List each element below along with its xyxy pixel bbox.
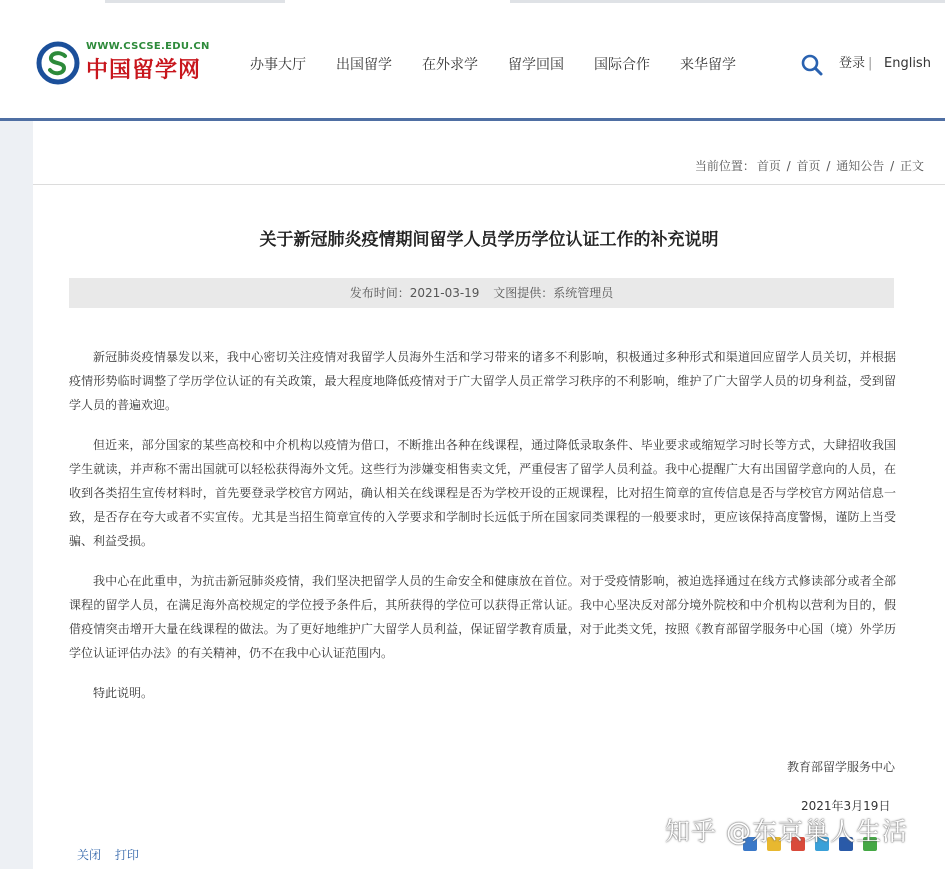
nav-separator: | <box>868 56 873 71</box>
breadcrumb-sep: / <box>786 159 791 173</box>
site-header <box>0 3 945 118</box>
logo-name-text: 中国留学网 <box>86 57 202 83</box>
zhihu-watermark: 知乎 @东京巢人生活 <box>665 817 908 846</box>
nav-item-return-home[interactable]: 留学回国 <box>508 57 564 73</box>
breadcrumb-home[interactable]: 首页 <box>756 159 781 173</box>
nav-item-international-cooperation[interactable]: 国际合作 <box>594 57 650 73</box>
breadcrumb-prefix: 当前位置： <box>694 159 755 173</box>
bottom-actions <box>77 846 149 863</box>
article-body <box>69 345 896 721</box>
article-paragraph: 特此说明。 <box>93 686 154 700</box>
print-link[interactable]: 打印 <box>114 848 139 862</box>
close-link[interactable]: 关闭 <box>77 848 102 862</box>
publish-time: 发布时间：2021-03-19 <box>349 286 480 300</box>
article-paragraph: 我中心在此重申，为抗击新冠肺炎疫情，我们坚决把留学人员的生命安全和健康放在首位。对于受疫情影响，被迫选择通过在线方式修读部分或者全部课程的留学人员，在满足海外高校规定的学位授予条件后，其所获得的学位可以获得正常认证。我中心坚决反对部分境外院校和中介机构以营利为目的，假借疫情突击增开大量在线课程的做法。为了更好地维护广大留学人员利益，保证留学教育质量，对于此类文凭，按照《教育部留学服务中心国（境）外学历学位认证评估办法》的有关精神，仍不在我中心认证范围内。 <box>69 574 896 660</box>
english-link[interactable]: English <box>884 56 931 71</box>
article-paragraph: 但近来，部分国家的某些高校和中介机构以疫情为借口，不断推出各种在线课程，通过降低录取条件、毕业要求或缩短学习时长等方式，大肆招收我国学生就读，并声称不需出国就可以轻松获得海外文凭。这些行为涉嫌变相售卖文凭，严重侵害了留学人员利益。我中心提醒广大有出国留学意向的人员，在收到各类招生宣传材料时，首先要登录学校官方网站，确认相关在线课程是否为学校开设的正规课程，比对招生简章的宣传信息是否与学校官方网站信息一致，是否存在夸大或者不实宣传。尤其是当招生简章宣传的入学要求和学制时长远低于所在国家同类课程的一般要求时，更应该保持高度警惕，谨防上当受骗、利益受损。 <box>69 438 896 548</box>
article-panel <box>33 121 945 869</box>
nav-item-studying-overseas[interactable]: 在外求学 <box>422 57 478 73</box>
article-title: 关于新冠肺炎疫情期间留学人员学历学位认证工作的补充说明 <box>259 230 719 250</box>
content-provider: 文图提供：系统管理员 <box>493 286 614 300</box>
nav-item-study-abroad[interactable]: 出国留学 <box>336 57 392 73</box>
breadcrumb-divider <box>33 184 945 185</box>
breadcrumb-sep: / <box>890 159 895 173</box>
article-meta-bar <box>69 278 894 308</box>
breadcrumb <box>694 157 925 174</box>
breadcrumb-sep: / <box>826 159 831 173</box>
search-icon[interactable] <box>800 53 824 77</box>
breadcrumb-current: 正文 <box>899 159 924 173</box>
login-link[interactable]: 登录 <box>839 56 866 71</box>
article-paragraph: 新冠肺炎疫情暴发以来，我中心密切关注疫情对我留学人员海外生活和学习带来的诸多不利影响，积极通过多种形式和渠道回应留学人员关切，并根据疫情形势临时调整了学历学位认证的有关政策，最大程度地降低疫情对于广大留学人员正常学习秩序的不利影响，维护了广大留学人员的切身利益，受到留学人员的普遍欢迎。 <box>69 350 896 412</box>
nav-item-study-in-china[interactable]: 来华留学 <box>680 57 736 73</box>
main-nav <box>250 53 766 77</box>
article-date: 2021年3月19日 <box>801 799 891 813</box>
site-logo[interactable] <box>36 39 210 89</box>
nav-item-service-hall[interactable]: 办事大厅 <box>250 57 306 73</box>
breadcrumb-home-2[interactable]: 首页 <box>796 159 821 173</box>
logo-url-text: WWW.CSCSE.EDU.CN <box>86 41 210 52</box>
cscse-logo-icon <box>36 41 80 85</box>
article-signature: 教育部留学服务中心 <box>786 760 895 774</box>
breadcrumb-notices[interactable]: 通知公告 <box>836 159 885 173</box>
